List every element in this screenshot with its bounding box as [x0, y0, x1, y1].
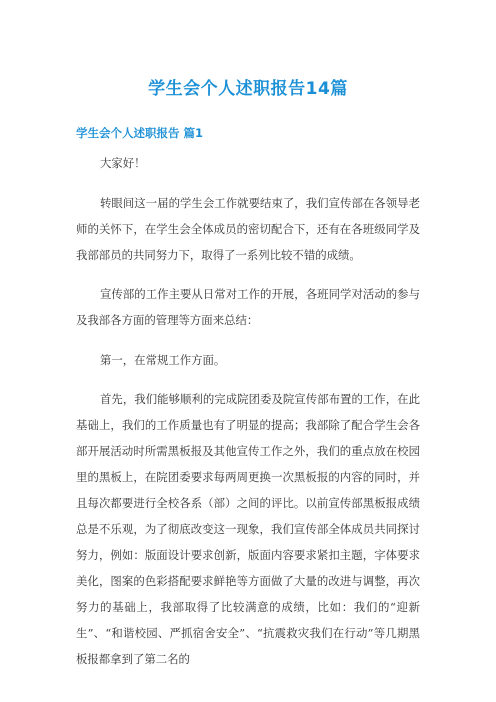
paragraph-intro: 转眼间这一届的学生会工作就要结束了，我们宣传部在各领导老师的关怀下，在学生会全体成员的密切配合下，还有在各班级同学及我部部员的共同努力下，取得了一系列比较不错的成绩。: [76, 195, 420, 262]
paragraph-summary-scope: 宣传部的工作主要从日常对工作的开展，各班同学对活动的参与及我部各方面的管理等方面来总结：: [76, 287, 420, 327]
paragraph-point-one: 第一，在常规工作方面。: [100, 352, 226, 367]
paragraph-details: 首先，我们能够顺利的完成院团委及院宣传部布置的工作，在此基础上，我们的工作质量也有了明显的提高；我部除了配合学生会各部开展活动时所需黑板报及其他宣传工作之外，我们的重点放在校园里的黑板上，在院团委要求每两周更换一次黑板报的内容的同时，并且每次都要进行全校各系（部）之间的评比。以前宣传部黑板报成绩总是不乐观，为了彻底改变这一现象，我们宣传部全体成员共同探讨努力，例如：版面设计要求创新，版面内容要求紧扣主题，字体要求美化，图案的色彩搭配要求鲜艳等方面做了大量的改进与调整，再次努力的基础上，我部取得了比较满意的成绩，比如：我们的“迎新生”、“和谐校园、严抓宿舍安全”、“抗震救灾我们在行动”等几期黑板报都拿到了第二名的: [76, 392, 420, 666]
paragraph-greeting: 大家好！: [100, 156, 146, 170]
document-body: [76, 150, 420, 686]
document-title: 学生会个人述职报告14篇: [148, 79, 348, 99]
section-heading: 学生会个人述职报告 篇1: [76, 126, 204, 140]
